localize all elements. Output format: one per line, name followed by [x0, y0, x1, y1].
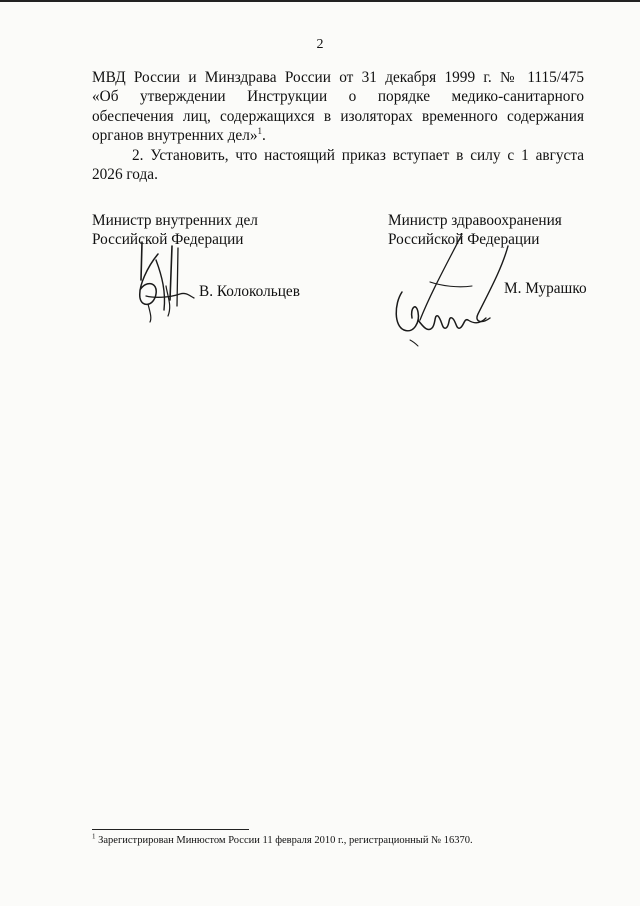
paragraph-1-period: .: [262, 127, 266, 145]
paragraph-1-line-3: обеспечения лиц, содержащихся в изоляторах временного содержания: [92, 107, 584, 125]
footnote-text: Зарегистрирован Минюстом России 11 февраля 2010 г., регистрационный № 16370.: [98, 835, 473, 846]
footnote-reference: 1: [257, 126, 262, 137]
paragraph-1: [92, 68, 584, 146]
paragraph-1-line-4: [92, 126, 584, 145]
paragraph-1-line-1: МВД России и Минздрава России от 31 декабря 1999 г. № 1115/475: [92, 69, 584, 86]
footnote-mark: 1: [92, 832, 96, 841]
paragraph-2-line-2: 2026 года.: [92, 166, 158, 184]
signatory-right-name: М. Мурашко: [504, 280, 587, 297]
footnote: [92, 832, 592, 846]
signatory-left-title-line-2: Российской Федерации: [92, 231, 244, 248]
paragraph-2: [92, 146, 584, 185]
paragraph-1-line-4-text: органов внутренних дел»: [92, 127, 258, 145]
signatory-right-title-line-2: Российской Федерации: [388, 231, 540, 248]
signatory-right-title-line-1: Министр здравоохранения: [388, 212, 562, 229]
signatory-left-title-line-1: Министр внутренних дел: [92, 212, 258, 229]
top-border: [0, 0, 640, 2]
body-text: [92, 68, 584, 184]
page-number: 2: [316, 37, 324, 52]
signature-left-handwritten: [128, 236, 198, 326]
paragraph-2-line-1: 2. Установить, что настоящий приказ вступает в силу с 1 августа: [132, 146, 584, 164]
paragraph-1-line-2: «Об утверждении Инструкции о порядке медико-санитарного: [92, 88, 584, 106]
footnote-separator: [92, 829, 249, 830]
signature-right-handwritten: [390, 228, 520, 348]
signatory-left-name: В. Колокольцев: [199, 283, 300, 300]
